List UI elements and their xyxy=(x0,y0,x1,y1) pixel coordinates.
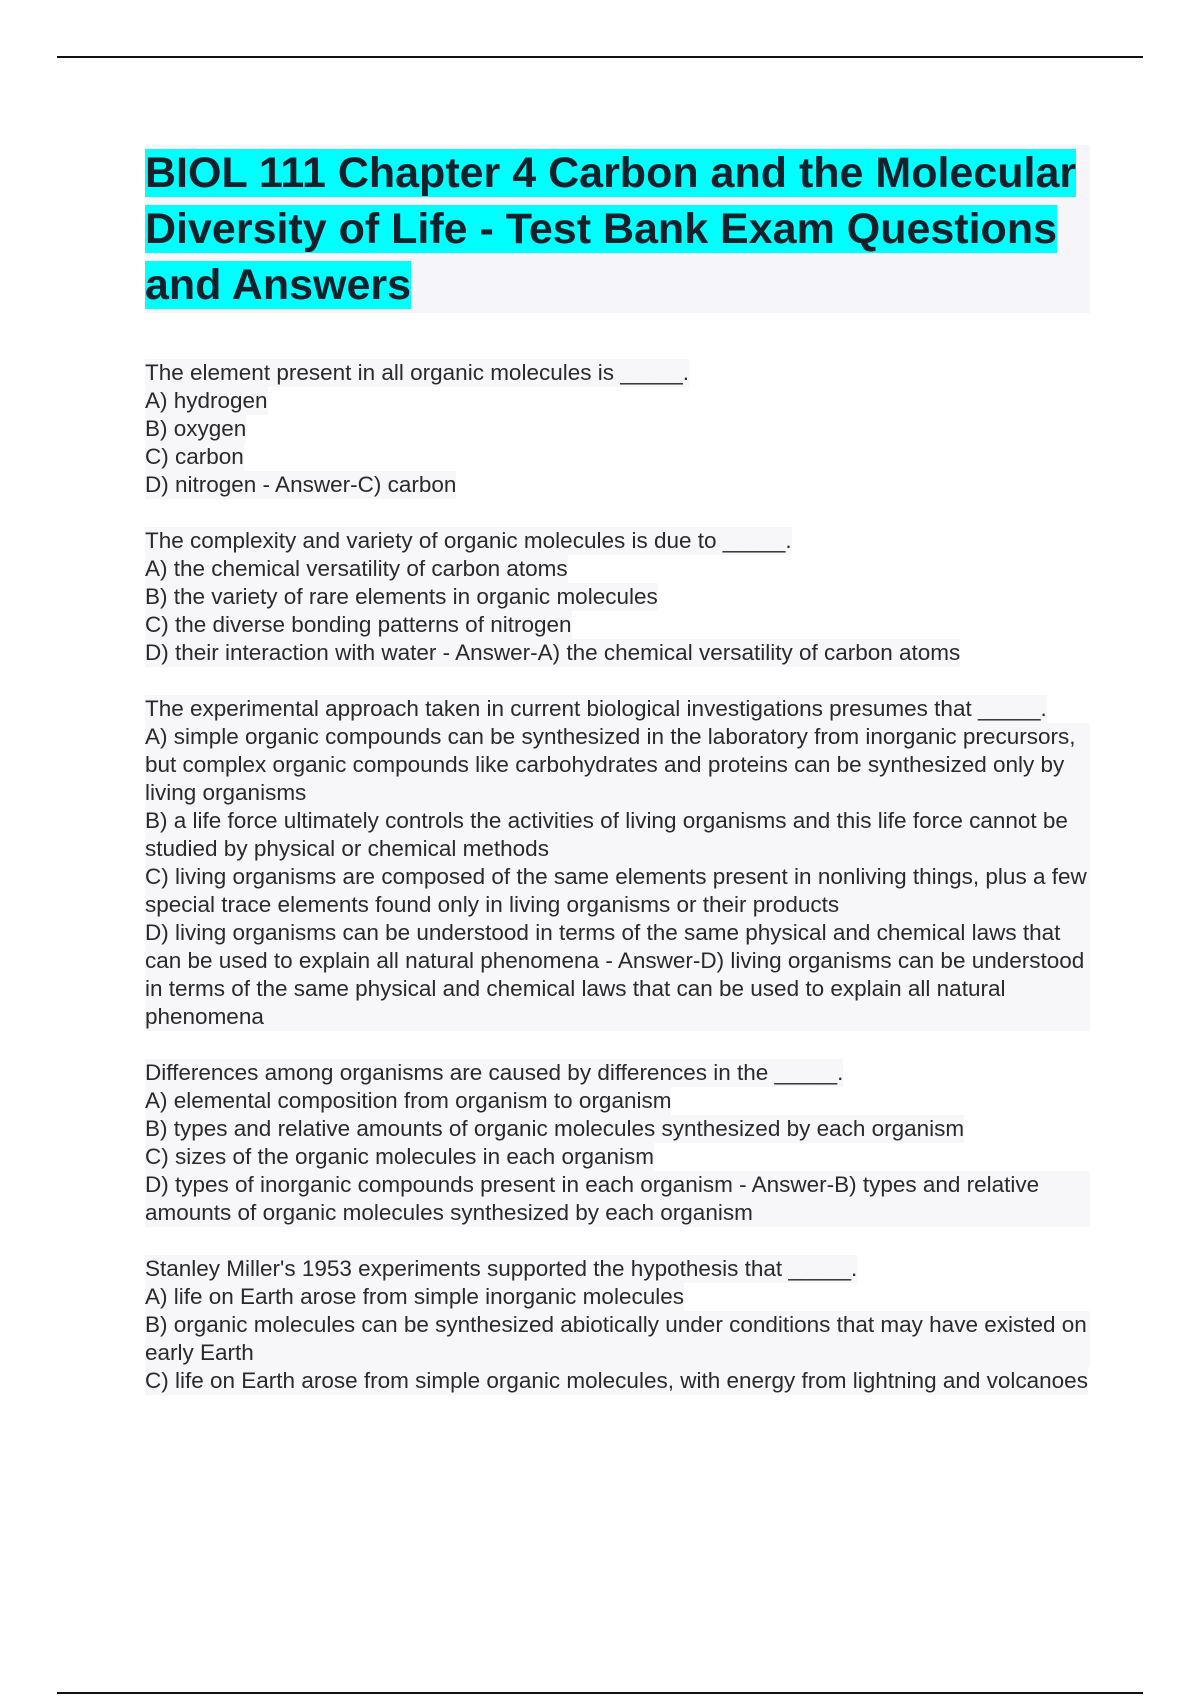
answer-option: A) simple organic compounds can be synthesized in the laboratory from inorganic precursors, but complex organic compounds like carbohydrates and proteins can be synthesized only by living organisms xyxy=(145,723,1090,807)
question-block xyxy=(145,1059,1090,1227)
answer-option: B) the variety of rare elements in organic molecules xyxy=(145,584,658,609)
answer-option: C) the diverse bonding patterns of nitrogen xyxy=(145,612,572,637)
bottom-rule xyxy=(57,1692,1143,1694)
answer-option: C) life on Earth arose from simple organic molecules, with energy from lightning and volcanoes xyxy=(145,1368,1088,1393)
answer-option: D) living organisms can be understood in terms of the same physical and chemical laws that can be used to explain all natural phenomena - Answer-D) living organisms can be understood in terms of the same physical and chemical laws that can be used to explain all natural phenomena xyxy=(145,919,1090,1031)
answer-option: A) life on Earth arose from simple inorganic molecules xyxy=(145,1284,684,1309)
answer-option: C) carbon xyxy=(145,444,244,469)
answer-option: D) their interaction with water - Answer-A) the chemical versatility of carbon atoms xyxy=(145,640,961,665)
answer-option: A) elemental composition from organism to organism xyxy=(145,1088,672,1113)
document-title-text: BIOL 111 Chapter 4 Carbon and the Molecular Diversity of Life - Test Bank Exam Questions and Answers xyxy=(145,149,1077,309)
question-text: Stanley Miller's 1953 experiments supported the hypothesis that _____. xyxy=(145,1256,858,1281)
answer-option: B) organic molecules can be synthesized abiotically under conditions that may have existed on early Earth xyxy=(145,1311,1090,1367)
question-text: Differences among organisms are caused by differences in the _____. xyxy=(145,1060,844,1085)
question-block xyxy=(145,527,1090,667)
question-text: The complexity and variety of organic molecules is due to _____. xyxy=(145,528,792,553)
top-rule xyxy=(57,56,1143,58)
answer-option: D) types of inorganic compounds present in each organism - Answer-B) types and relative amounts of organic molecules synthesized by each organism xyxy=(145,1171,1090,1227)
answer-option: B) a life force ultimately controls the activities of living organisms and this life force cannot be studied by physical or chemical methods xyxy=(145,807,1090,863)
document-body xyxy=(145,145,1090,1423)
title-block xyxy=(145,145,1090,313)
question-block xyxy=(145,359,1090,499)
question-text: The element present in all organic molecules is _____. xyxy=(145,360,690,385)
answer-option: C) sizes of the organic molecules in each organism xyxy=(145,1144,654,1169)
question-list xyxy=(145,359,1090,1395)
question-block xyxy=(145,1255,1090,1395)
answer-option: A) the chemical versatility of carbon atoms xyxy=(145,556,568,581)
answer-option: D) nitrogen - Answer-C) carbon xyxy=(145,472,457,497)
answer-option: C) living organisms are composed of the same elements present in nonliving things, plus a few special trace elements found only in living organisms or their products xyxy=(145,863,1090,919)
question-text: The experimental approach taken in current biological investigations presumes that _____. xyxy=(145,696,1047,721)
answer-option: B) oxygen xyxy=(145,416,247,441)
question-block xyxy=(145,695,1090,1031)
answer-option: B) types and relative amounts of organic molecules synthesized by each organism xyxy=(145,1116,965,1141)
answer-option: A) hydrogen xyxy=(145,388,268,413)
document-title xyxy=(145,145,1090,313)
